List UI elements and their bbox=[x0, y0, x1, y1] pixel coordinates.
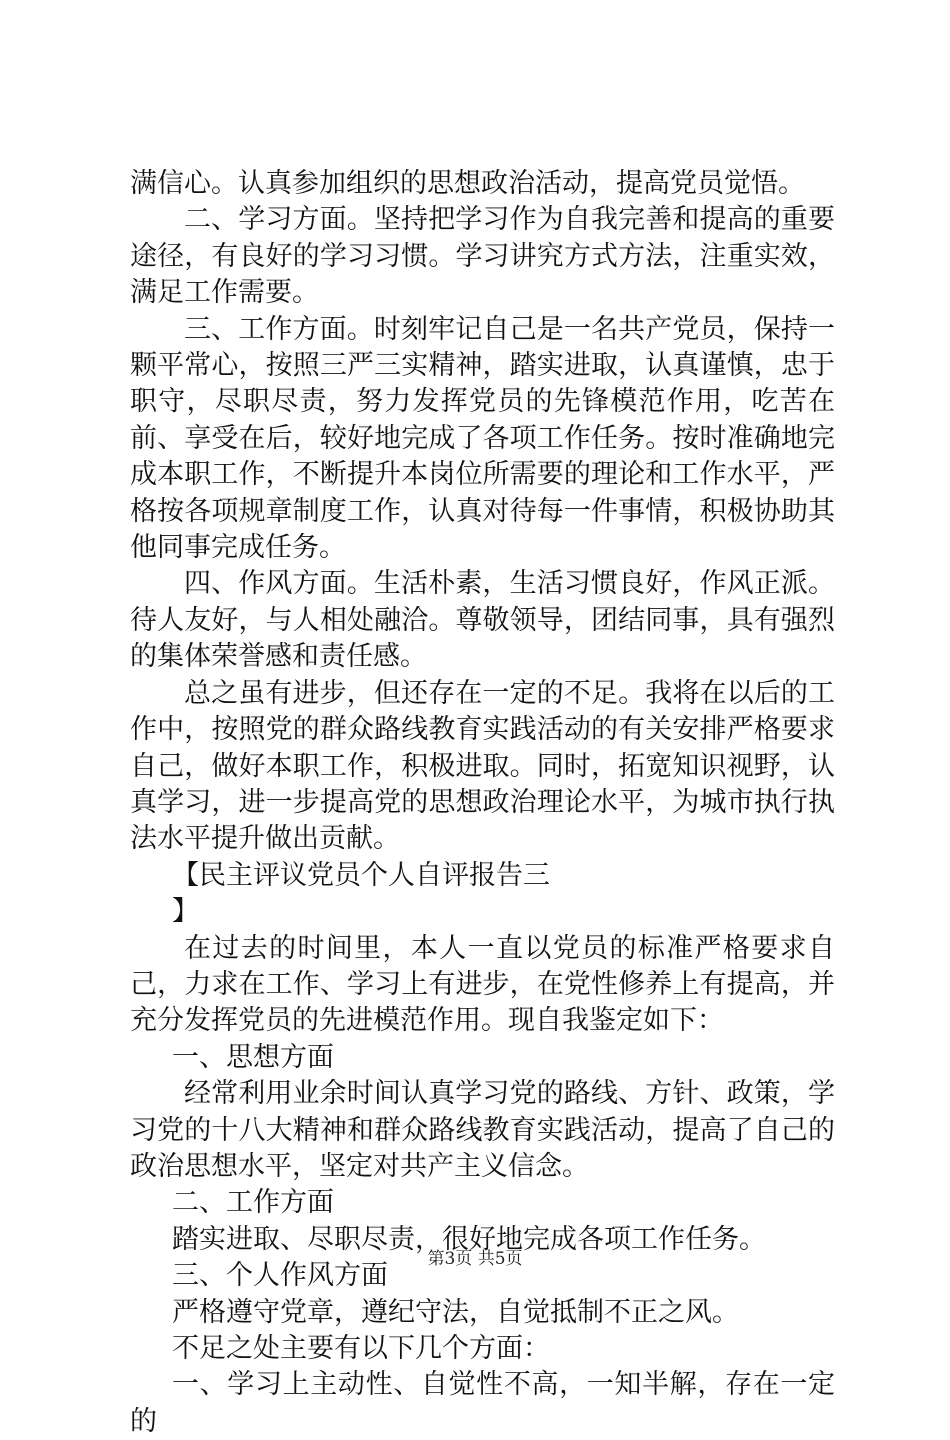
paragraph: 二、学习方面。坚持把学习作为自我完善和提高的重要途径，有良好的学习习惯。学习讲究方式方法，注重实效，满足工作需要。 bbox=[130, 204, 835, 309]
paragraph: 一、学习上主动性、自觉性不高，一知半解，存在一定的 bbox=[130, 1369, 835, 1437]
subheading: 二、工作方面 bbox=[172, 1187, 334, 1219]
paragraph: 三、工作方面。时刻牢记自己是一名共产党员，保持一颗平常心，按照三严三实精神，踏实进取，认真谨慎，忠于职守，尽职尽责，努力发挥党员的先锋模范作用，吃苦在前、享受在后，较好地完成了各项工作任务。按时准确地完成本职工作，不断提升本岗位所需要的理论和工作水平，严格按各项规章制度工作，认真对待每一件事情，积极协助其他同事完成任务。 bbox=[130, 313, 835, 564]
paragraph: 总之虽有进步，但还存在一定的不足。我将在以后的工作中，按照党的群众路线教育实践活动的有关安排严格要求自己，做好本职工作，积极进取。同时，拓宽知识视野，认真学习，进一步提高党的思想政治理论水平，为城市执行执法水平提升做出贡献。 bbox=[130, 677, 835, 855]
section-title-bracket: 】 bbox=[172, 896, 199, 928]
page-footer: 第3页 共5页 bbox=[427, 1249, 523, 1269]
paragraph: 经常利用业余时间认真学习党的路线、方针、政策，学习党的十八大精神和群众路线教育实践活动，提高了自己的政治思想水平，坚定对共产主义信念。 bbox=[130, 1078, 835, 1182]
paragraph: 四、作风方面。生活朴素，生活习惯良好，作风正派。待人友好，与人相处融洽。尊敬领导，团结同事，具有强烈的集体荣誉感和责任感。 bbox=[130, 568, 835, 673]
paragraph: 不足之处主要有以下几个方面： bbox=[172, 1333, 550, 1364]
paragraph: 满信心。认真参加组织的思想政治活动，提高党员觉悟。 bbox=[130, 168, 805, 199]
subheading: 一、思想方面 bbox=[172, 1041, 334, 1073]
paragraph: 踏实进取、尽职尽责，很好地完成各项工作任务。 bbox=[172, 1223, 766, 1255]
paragraph: 严格遵守党章，遵纪守法，自觉抵制不正之风。 bbox=[172, 1296, 739, 1328]
subheading: 三、个人作风方面 bbox=[172, 1260, 388, 1292]
paragraph: 在过去的时间里，本人一直以党员的标准严格要求自己，力求在工作、学习上有进步，在党性修养上有提高，并充分发挥党员的先进模范作用。现自我鉴定如下： bbox=[130, 932, 835, 1037]
section-title: 【民主评议党员个人自评报告三 bbox=[172, 859, 550, 891]
